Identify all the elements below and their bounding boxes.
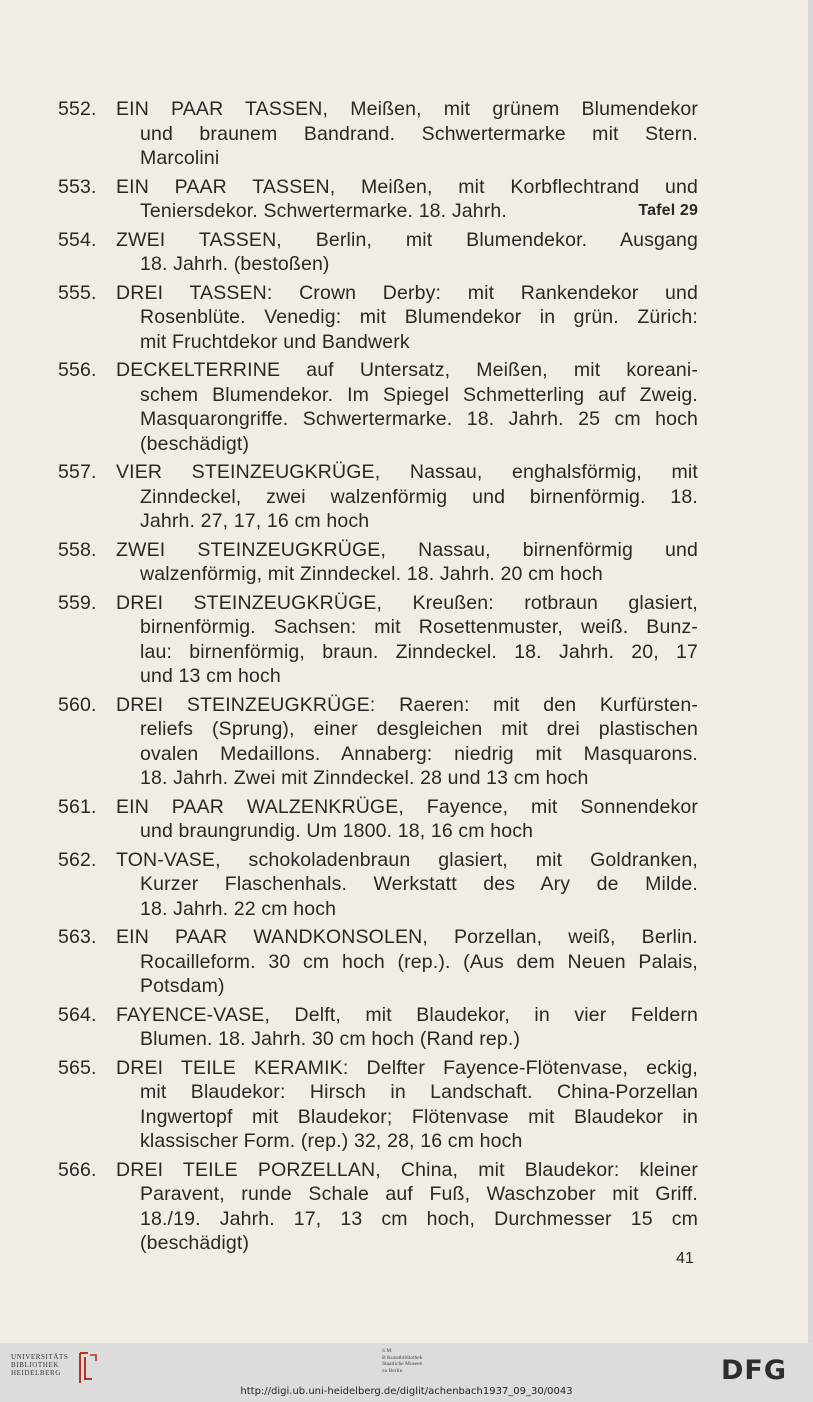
entry-number: 553. bbox=[58, 175, 97, 198]
entry-text-line: Blumen. 18. Jahrh. 30 cm hoch (Rand rep.) bbox=[140, 1028, 521, 1050]
catalog-entry bbox=[58, 925, 698, 999]
entry-number: 566. bbox=[58, 1158, 97, 1181]
entry-text-line: FAYENCE-VASE, Delft, mit Blaudekor, in vier Feldern bbox=[116, 1003, 698, 1026]
entry-text-line: klassischer Form. (rep.) 32, 28, 16 cm hoch bbox=[140, 1130, 523, 1152]
entry-text-line: reliefs (Sprung), einer desgleichen mit drei plastischen bbox=[140, 718, 698, 740]
entry-number: 565. bbox=[58, 1056, 97, 1079]
entry-number: 557. bbox=[58, 461, 97, 483]
entry-text-line: DECKELTERRINE auf Untersatz, Meißen, mit koreani- bbox=[116, 359, 698, 381]
entry-number: 562. bbox=[58, 848, 97, 871]
entry-text-line: Paravent, runde Schale auf Fuß, Waschzober mit Griff. bbox=[140, 1183, 698, 1205]
museum-library-label: S M B Kunstbibliothek Staatliche Museen zu Berlin bbox=[382, 1348, 423, 1374]
entry-text-line: DREI TEILE KERAMIK: Delfter Fayence-Flötenvase, eckig, bbox=[116, 1056, 698, 1079]
catalog-entries bbox=[58, 97, 698, 1260]
entry-number: 563. bbox=[58, 926, 97, 948]
source-url-link[interactable]: http://digi.ub.uni-heidelberg.de/diglit/achenbach1937_09_30/0043 bbox=[240, 1386, 573, 1397]
entry-text-line: ZWEI STEINZEUGKRÜGE, Nassau, birnenförmig und bbox=[116, 538, 698, 561]
university-logo-icon bbox=[76, 1351, 100, 1385]
entry-text-line: Rosenblüte. Venedig: mit Blumendekor in grün. Zürich: bbox=[140, 306, 698, 328]
footer-bar bbox=[0, 1343, 813, 1402]
catalog-entry bbox=[58, 1056, 698, 1154]
catalog-entry bbox=[58, 795, 698, 844]
entry-text-line: mit Blaudekor: Hirsch in Landschaft. China-Porzellan bbox=[140, 1081, 698, 1103]
page-number: 41 bbox=[676, 1250, 694, 1267]
entry-text-line: (beschädigt) bbox=[140, 432, 250, 455]
catalog-entry bbox=[58, 460, 698, 534]
entry-text-line: 18./19. Jahrh. 17, 13 cm hoch, Durchmesser 15 cm bbox=[140, 1207, 698, 1230]
catalog-entry bbox=[58, 591, 698, 689]
entry-text-line: EIN PAAR TASSEN, Meißen, mit Korbflechtrand und bbox=[116, 175, 698, 198]
entry-number: 559. bbox=[58, 591, 97, 614]
entry-text-line: walzenförmig, mit Zinndeckel. 18. Jahrh. 20 cm hoch bbox=[140, 563, 603, 585]
entry-text-line: lau: birnenförmig, braun. Zinndeckel. 18. Jahrh. 20, 17 bbox=[140, 640, 698, 663]
catalog-entry bbox=[58, 1158, 698, 1256]
catalog-entry bbox=[58, 228, 698, 277]
entry-number: 560. bbox=[58, 693, 97, 716]
entry-number: 555. bbox=[58, 281, 97, 304]
entry-text-line: Zinndeckel, zwei walzenförmig und birnenförmig. 18. bbox=[140, 485, 698, 508]
catalog-entry bbox=[58, 538, 698, 587]
entry-text-line: mit Fruchtdekor und Bandwerk bbox=[140, 330, 410, 353]
entry-text-line: Potsdam) bbox=[140, 975, 225, 997]
entry-text-line: 18. Jahrh. 22 cm hoch bbox=[140, 897, 337, 920]
entry-number: 556. bbox=[58, 359, 97, 381]
entry-text-line: und 13 cm hoch bbox=[140, 665, 281, 687]
entry-text-line: DREI STEINZEUGKRÜGE, Kreußen: rotbraun glasiert, bbox=[116, 591, 698, 614]
catalog-entry bbox=[58, 281, 698, 355]
entry-text-line: Kurzer Flaschenhals. Werkstatt des Ary de Milde. bbox=[140, 873, 698, 895]
entry-text-line: EIN PAAR WALZENKRÜGE, Fayence, mit Sonnendekor bbox=[116, 795, 698, 818]
entry-number: 558. bbox=[58, 538, 97, 561]
catalog-entry bbox=[58, 848, 698, 922]
entry-text-line: und braungrundig. Um 1800. 18, 16 cm hoch bbox=[140, 820, 534, 842]
entry-text-line: DREI STEINZEUGKRÜGE: Raeren: mit den Kurfürsten- bbox=[116, 693, 698, 716]
entry-text-line: TON-VASE, schokoladenbraun glasiert, mit Goldranken, bbox=[116, 848, 698, 871]
entry-text-line: Jahrh. 27, 17, 16 cm hoch bbox=[140, 510, 370, 532]
entry-text-line: 18. Jahrh. Zwei mit Zinndeckel. 28 und 13 cm hoch bbox=[140, 767, 589, 789]
entry-text-line: und braunem Bandrand. Schwertermarke mit Stern. bbox=[140, 122, 698, 145]
university-library-label: UNIVERSITÄTS BIBLIOTHEK HEIDELBERG bbox=[11, 1353, 69, 1377]
entry-text: Teniersdekor. Schwertermarke. 18. Jahrh. bbox=[140, 200, 507, 222]
entry-number: 552. bbox=[58, 98, 97, 120]
entry-number: 561. bbox=[58, 795, 97, 818]
catalog-entry bbox=[58, 358, 698, 456]
entry-text-line: ovalen Medaillons. Annaberg: niedrig mit Masquarons. bbox=[140, 742, 698, 765]
entry-number: 564. bbox=[58, 1003, 97, 1026]
plate-reference: Tafel 29 bbox=[638, 202, 698, 219]
entry-text-line: Ingwertopf mit Blaudekor; Flötenvase mit Blaudekor in bbox=[140, 1105, 698, 1128]
catalog-entry bbox=[58, 97, 698, 171]
entry-text-line: DREI TASSEN: Crown Derby: mit Rankendekor und bbox=[116, 281, 698, 304]
entry-text-line: schem Blumendekor. Im Spiegel Schmetterling auf Zweig. bbox=[140, 383, 698, 406]
dfg-logo: DFG bbox=[721, 1355, 788, 1386]
entry-text-line: ZWEI TASSEN, Berlin, mit Blumendekor. Ausgang bbox=[116, 228, 698, 251]
entry-text-line: DREI TEILE PORZELLAN, China, mit Blaudekor: kleiner bbox=[116, 1158, 698, 1181]
entry-text-line: 18. Jahrh. (bestoßen) bbox=[140, 253, 330, 275]
catalog-entry bbox=[58, 175, 698, 224]
entry-text-line: Rocailleform. 30 cm hoch (rep.). (Aus dem Neuen Palais, bbox=[140, 950, 698, 973]
entry-text-line: EIN PAAR TASSEN, Meißen, mit grünem Blumendekor bbox=[116, 98, 698, 120]
entry-text-line: birnenförmig. Sachsen: mit Rosettenmuster, weiß. Bunz- bbox=[140, 616, 698, 638]
entry-text-line: EIN PAAR WANDKONSOLEN, Porzellan, weiß, Berlin. bbox=[116, 926, 698, 948]
catalog-entry bbox=[58, 693, 698, 791]
entry-text-line: (beschädigt) bbox=[140, 1232, 250, 1254]
catalog-entry bbox=[58, 1003, 698, 1052]
entry-text-line: Masquarongriffe. Schwertermarke. 18. Jahrh. 25 cm hoch bbox=[140, 408, 698, 430]
entry-text-line bbox=[140, 199, 698, 224]
entry-text-line: Marcolini bbox=[140, 147, 220, 169]
entry-text-line: VIER STEINZEUGKRÜGE, Nassau, enghalsförmig, mit bbox=[116, 461, 698, 483]
entry-number: 554. bbox=[58, 228, 97, 251]
